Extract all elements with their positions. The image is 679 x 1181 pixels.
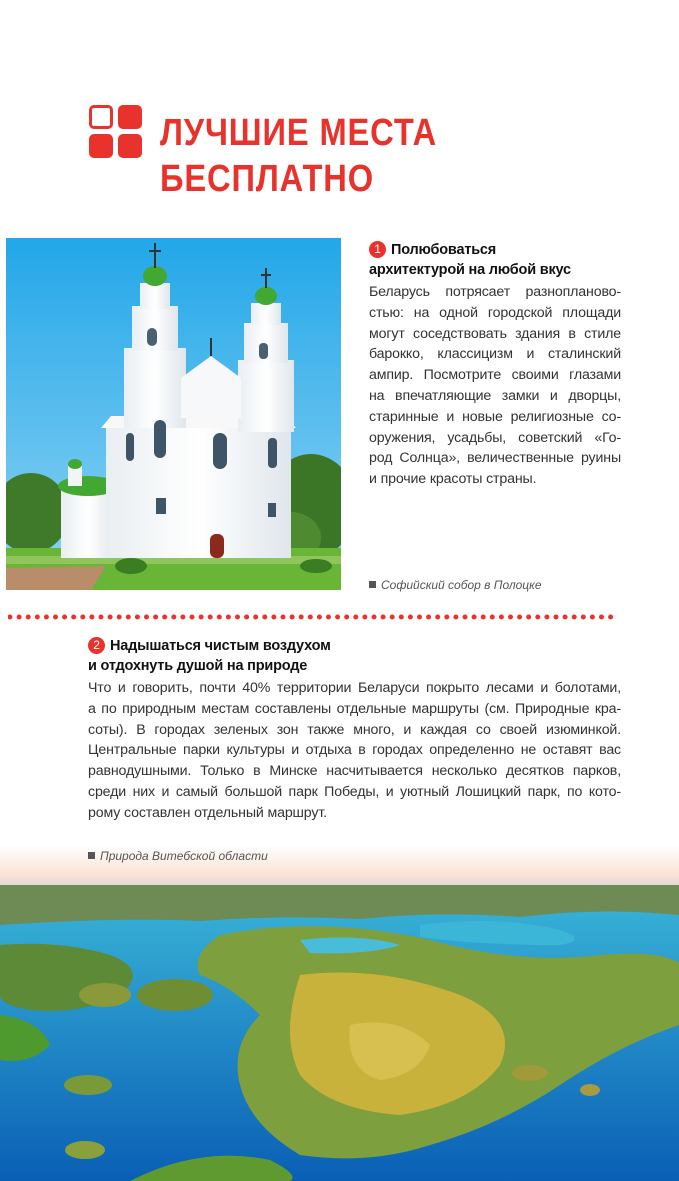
section-1-number: 1 (369, 241, 386, 258)
page-title-line-1: ЛУЧШИЕ МЕСТА (160, 112, 438, 154)
dotted-divider (8, 613, 620, 621)
section-2-body: Что и говорить, почти 40% территории Беларуси покрыто лесами и болотами, а по природным местам составлены отдельные маршруты (см. Природные кра- соты). В городах зеленых зон также много, и каждая со своей изюминкой. Центральные парки культуры и отдыха в городах определенно не оставят вас равнодушными. Только в Минске насчитывается несколько десятков парков, среди них и самый большой парк Победы, и уютный Лошицкий парк, по кото- рому составлен отдельный маршрут. (88, 680, 621, 821)
cathedral-photo (6, 238, 341, 590)
square-bullet-icon (369, 581, 376, 588)
section-2-heading (88, 636, 621, 676)
section-1-heading (369, 240, 621, 280)
photo-caption-2: Природа Витебской области (88, 849, 268, 863)
page-title (160, 110, 437, 202)
section-2-heading-line-2: и отдохнуть душой на природе (88, 658, 308, 674)
four-squares-icon (89, 105, 143, 159)
square-bullet-icon (88, 852, 95, 859)
section-1-heading-line-1: 1 Полюбоваться (369, 240, 621, 260)
section-1-body: Беларусь потрясает разнопланово- стью: на одной городской площади могут соседствовать здания в стиле барокко, классицизм и сталинский ампир. Посмотрите своими глазами на впечатляющие замки и дворцы, старинные и новые религиозные со- оружения, усадьбы, советский «Го- род Солнца», величественные руины и прочие красоты страны. (369, 284, 621, 488)
lakes-photo (0, 845, 679, 1181)
page-title-line-2: БЕСПЛАТНО (160, 158, 375, 200)
section-2-heading-line-1: 2 Надышаться чистым воздухом (88, 636, 621, 656)
section-1-heading-line-2: архитектурой на любой вкус (369, 262, 571, 278)
section-2-number: 2 (88, 637, 105, 654)
section-nature (88, 636, 621, 824)
photo-caption-1: Софийский собор в Полоцке (369, 578, 542, 592)
section-architecture (369, 240, 621, 490)
